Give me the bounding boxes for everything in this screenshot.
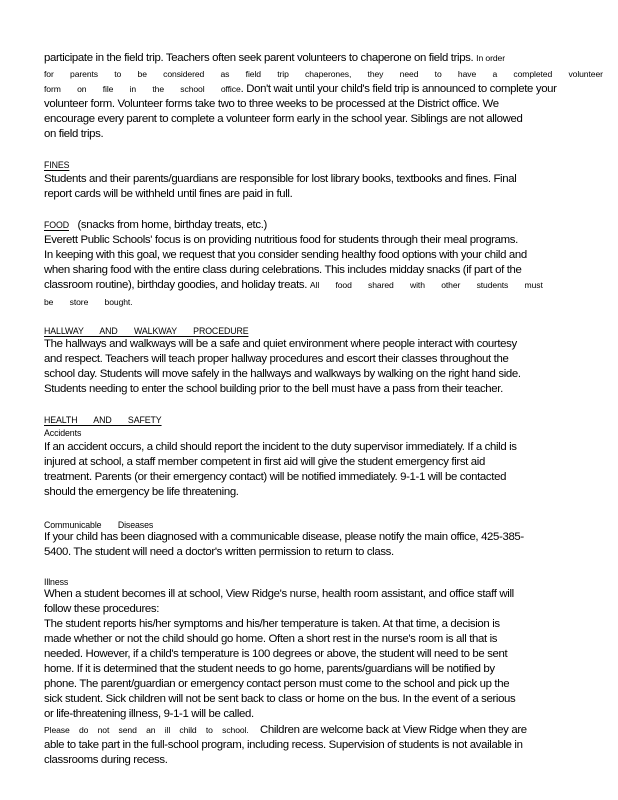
illness-line: able to take part in the full-school program, including recess. Supervision of students is not available in <box>44 739 523 751</box>
illness-line: or life-threatening illness, 9-1-1 will be called. <box>44 708 254 720</box>
section-heading-fines: FINES <box>44 160 70 170</box>
illness-line: needed. However, if a child's temperature is 100 degrees or above, the student will need to be sent <box>44 648 508 660</box>
accidents-line: injured at school, a staff member competent in first aid will give the student emergency first aid <box>44 456 485 468</box>
illness-line: phone. The parent/guardian or emergency contact person must come to the school and pick up the <box>44 678 510 690</box>
illness-line: The student reports his/her symptoms and his/her temperature is taken. At that time, a decision is <box>44 618 500 630</box>
illness-line: home. If it is determined that the student needs to go home, parents/guardians will be notified by <box>44 663 495 675</box>
food-line: In keeping with this goal, we request that you consider sending healthy food options with your child and <box>44 249 527 261</box>
hallway-line: school day. Students will move safely in the hallways and walkways by walking on the right hand side. <box>44 368 521 380</box>
intro-line: form on file in the school office. Don't wait until your child's field trip is announced to complete your <box>44 83 557 95</box>
section-heading-food: FOOD <box>44 220 70 230</box>
illness-line: When a student becomes ill at school, View Ridge's nurse, health room assistant, and office staff will <box>44 588 514 600</box>
intro-line: for parents to be considered as field trip chaperones, they need to have a completed volunteer <box>44 69 603 79</box>
illness-line: follow these procedures: <box>44 603 160 615</box>
intro-line: volunteer form. Volunteer forms take two to three weeks to be processed at the District office. We <box>44 98 499 110</box>
food-line: when sharing food with the entire class during celebrations. This includes midday snacks (if part of the <box>44 264 522 276</box>
section-heading-health: HEALTH AND SAFETY <box>44 415 162 425</box>
intro-line: participate in the field trip. Teachers often seek parent volunteers to chaperone on field trips. In order <box>44 52 505 64</box>
food-line: Everett Public Schools' focus is on providing nutritious food for students through their meal programs. <box>44 234 518 246</box>
subheading-accidents: Accidents <box>44 428 82 438</box>
subheading-illness: Illness <box>44 577 69 587</box>
communicable-line: 5400. The student will need a doctor's written permission to return to class. <box>44 546 394 558</box>
fines-line: report cards will be withheld until fines are paid in full. <box>44 188 293 200</box>
intro-line: on field trips. <box>44 128 104 140</box>
communicable-line: If your child has been diagnosed with a communicable disease, please notify the main office, 425-385- <box>44 531 524 543</box>
accidents-line: treatment. Parents (or their emergency contact) will be notified immediately. 9-1-1 will be contacted <box>44 471 507 483</box>
illness-line: classrooms during recess. <box>44 754 168 766</box>
illness-line: made whether or not the child should go home. Often a short rest in the nurse's room is all that is <box>44 633 498 645</box>
hallway-line: The hallways and walkways will be a safe and quiet environment where people interact with courtesy <box>44 338 517 350</box>
hallway-line: and respect. Teachers will teach proper hallway procedures and escort their classes throughout the <box>44 353 509 365</box>
fines-line: Students and their parents/guardians are responsible for lost library books, textbooks and fines. Final <box>44 173 517 185</box>
illness-line: Please do not send an ill child to school. Children are welcome back at View Ridge when they are <box>44 724 527 736</box>
subheading-communicable-diseases: Communicable Diseases <box>44 520 154 530</box>
accidents-line: should the emergency be life threatening. <box>44 486 239 498</box>
food-heading-row <box>44 218 576 232</box>
accidents-line: If an accident occurs, a child should report the incident to the duty supervisor immediately. If a child is <box>44 441 517 453</box>
illness-line: sick student. Sick children will not be sent back to class or home on the bus. In the event of a serious <box>44 693 516 705</box>
hallway-line: Students needing to enter the school building prior to the bell must have a pass from their teacher. <box>44 383 503 395</box>
intro-line: encourage every parent to complete a volunteer form early in the school year. Siblings are not allowed <box>44 113 523 125</box>
section-heading-hallway: HALLWAY AND WALKWAY PROCEDURE <box>44 326 249 336</box>
food-line: classroom routine), birthday goodies, and holiday treats. All food shared with other students must <box>44 279 543 291</box>
food-subheading: (snacks from home, birthday treats, etc.) <box>77 219 267 231</box>
food-line: be store bought. <box>44 297 133 307</box>
